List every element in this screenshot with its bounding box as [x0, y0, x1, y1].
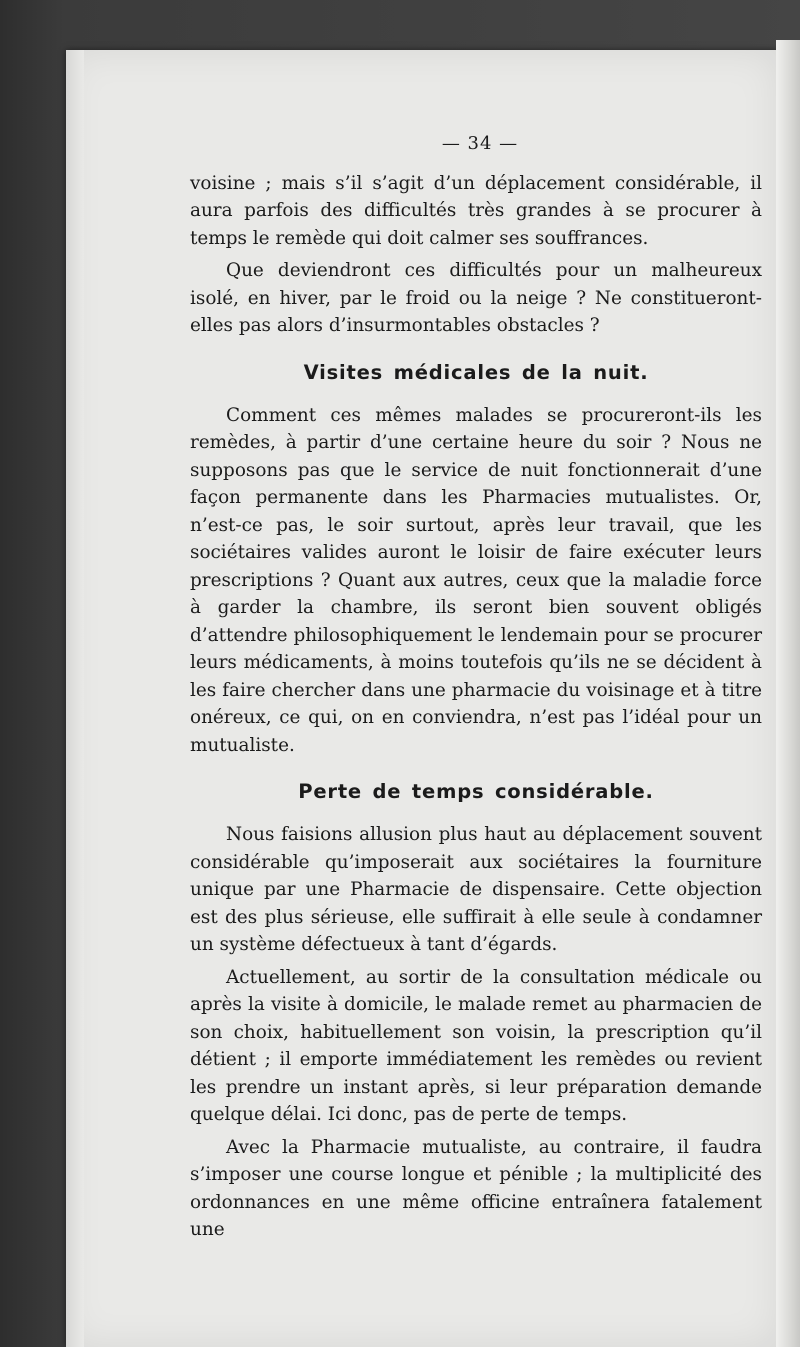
page-number: — 34 — [441, 133, 519, 154]
page-binding-edge [66, 50, 84, 1347]
paragraph: Que deviendront ces difficultés pour un malheureux isolé, en hiver, par le froid ou la neige ? Ne constitueront-elles pas alors d’insurmontables obstacles ? [190, 260, 762, 336]
paragraph: Nous faisions allusion plus haut au déplacement souvent considérable qu’imposerait aux sociétaires la fourniture unique par une Pharmacie de dispensaire. Cette objection est des plus sérieuse, elle suffirait à elle seule à condamner un système défectueux à tant d’égards. [190, 824, 762, 955]
next-page-edge [776, 40, 800, 1347]
paragraph: Avec la Pharmacie mutualiste, au contraire, il faudra s’imposer une course longue et pénible ; la multiplicité des ordonnances en une même officine entraînera fatalement une [190, 1136, 762, 1240]
page-content [190, 130, 762, 1244]
paragraph: Actuellement, au sortir de la consultation médicale ou après la visite à domicile, le malade remet au pharmacien de son choix, habituellement son voisin, la prescription qu’il détient ; il emporte immédiatement les remèdes ou revient les prendre un instant après, si leur préparation demande quelque délai. Ici donc, pas de perte de temps. [190, 966, 762, 1125]
paragraph: Comment ces mêmes malades se procureront-ils les remèdes, à partir d’une certaine heure du soir ? Nous ne supposons pas que le service de nuit fonctionnerait d’une façon permanente dans les Pharmacies mutualistes. Or, n’est-ce pas, le soir surtout, après leur travail, que les sociétaires valides auront le loisir de faire exécuter leurs prescriptions ? Quant aux autres, ceux que la maladie force à garder la chambre, ils seront bien souvent obligés d’attendre philosophiquement le lendemain pour se procurer leurs médicaments, à moins toutefois qu’ils ne se décident à les faire chercher dans une pharmacie du voisinage et à titre onéreux, ce qui, on en conviendra, n’est pas l’idéal pour un mutualiste. [190, 404, 762, 756]
section-heading: Perte de temps considérable. [298, 780, 654, 803]
paragraph: voisine ; mais s’il s’agit d’un déplacement considérable, il aura parfois des difficultés très grandes à se procurer à temps le remède qui doit calmer ses souffrances. [190, 172, 762, 249]
section-heading: Visites médicales de la nuit. [303, 360, 649, 384]
